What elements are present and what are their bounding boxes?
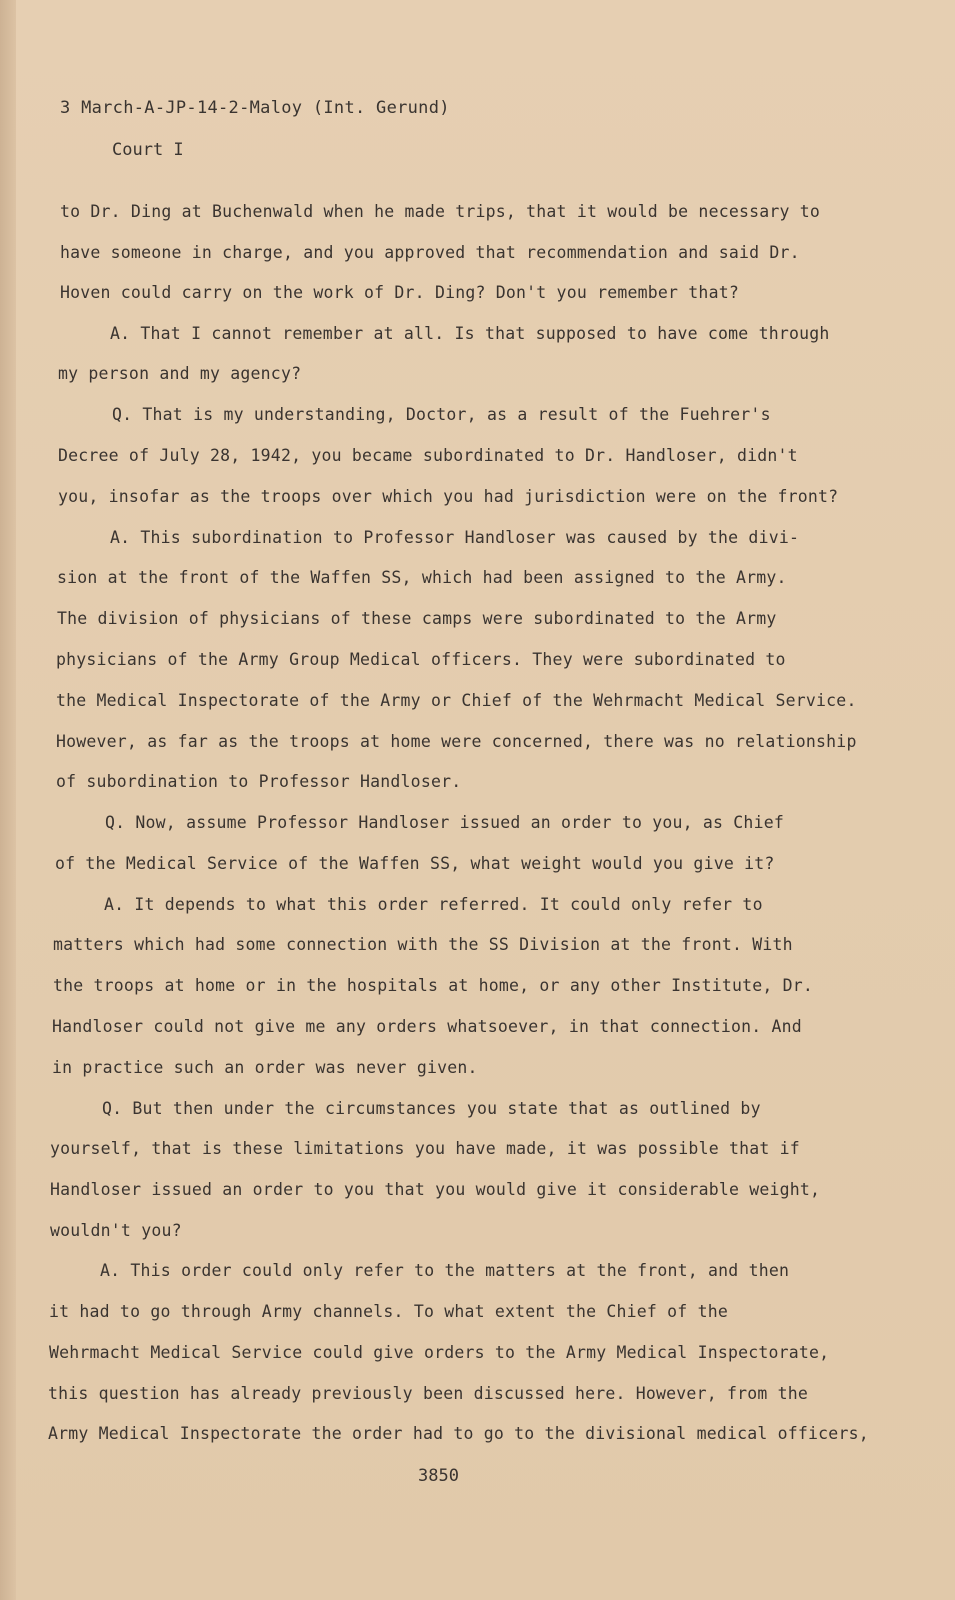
transcript-line: yourself, that is these limitations you have made, it was possible that if bbox=[50, 1139, 800, 1158]
transcript-line: Wehrmacht Medical Service could give orders to the Army Medical Inspectorate, bbox=[49, 1343, 830, 1362]
transcript-line: A. That I cannot remember at all. Is that supposed to have come through bbox=[110, 324, 830, 343]
transcript-line: A. This subordination to Professor Handloser was caused by the divi- bbox=[110, 528, 800, 547]
transcript-line: of subordination to Professor Handloser. bbox=[56, 772, 462, 791]
transcript-line: wouldn't you? bbox=[50, 1221, 182, 1240]
transcript-line: the Medical Inspectorate of the Army or Chief of the Wehrmacht Medical Service. bbox=[56, 691, 857, 710]
page-left-edge bbox=[0, 0, 16, 1600]
transcript-line: Decree of July 28, 1942, you became subordinated to Dr. Handloser, didn't bbox=[58, 446, 798, 465]
transcript-line: Army Medical Inspectorate the order had to go to the divisional medical officers, bbox=[48, 1424, 869, 1443]
transcript-line: to Dr. Ding at Buchenwald when he made trips, that it would be necessary to bbox=[60, 202, 821, 221]
transcript-line: physicians of the Army Group Medical officers. They were subordinated to bbox=[56, 650, 786, 669]
transcript-line: you, insofar as the troops over which you had jurisdiction were on the front? bbox=[58, 487, 839, 506]
transcript-line: my person and my agency? bbox=[58, 364, 302, 383]
transcript-line: A. This order could only refer to the matters at the front, and then bbox=[100, 1261, 790, 1280]
page-number: 3850 bbox=[418, 1466, 459, 1486]
court-label: Court I bbox=[112, 140, 184, 160]
transcript-line: in practice such an order was never given. bbox=[52, 1058, 478, 1077]
transcript-line: Handloser issued an order to you that you would give it considerable weight, bbox=[50, 1180, 821, 1199]
transcript-line: the troops at home or in the hospitals at home, or any other Institute, Dr. bbox=[53, 976, 814, 995]
transcript-line: Handloser could not give me any orders whatsoever, in that connection. And bbox=[52, 1017, 802, 1036]
transcript-line: of the Medical Service of the Waffen SS, what weight would you give it? bbox=[55, 854, 775, 873]
transcript-line: it had to go through Army channels. To what extent the Chief of the bbox=[49, 1302, 728, 1321]
transcript-line: Q. That is my understanding, Doctor, as a result of the Fuehrer's bbox=[112, 405, 771, 424]
transcript-line: matters which had some connection with the SS Division at the front. With bbox=[53, 935, 793, 954]
transcript-line: this question has already previously been discussed here. However, from the bbox=[48, 1384, 809, 1403]
transcript-line: have someone in charge, and you approved that recommendation and said Dr. bbox=[60, 243, 800, 262]
transcript-line: Q. But then under the circumstances you state that as outlined by bbox=[102, 1099, 761, 1118]
transcript-line: However, as far as the troops at home were concerned, there was no relationship bbox=[56, 732, 857, 751]
transcript-line: The division of physicians of these camps were subordinated to the Army bbox=[57, 609, 777, 628]
transcript-line: Q. Now, assume Professor Handloser issued an order to you, as Chief bbox=[105, 813, 784, 832]
transcript-line: A. It depends to what this order referred. It could only refer to bbox=[104, 895, 763, 914]
transcript-line: sion at the front of the Waffen SS, which had been assigned to the Army. bbox=[57, 568, 787, 587]
document-reference: 3 March-A-JP-14-2-Maloy (Int. Gerund) bbox=[60, 98, 450, 118]
transcript-line: Hoven could carry on the work of Dr. Ding? Don't you remember that? bbox=[60, 283, 739, 302]
